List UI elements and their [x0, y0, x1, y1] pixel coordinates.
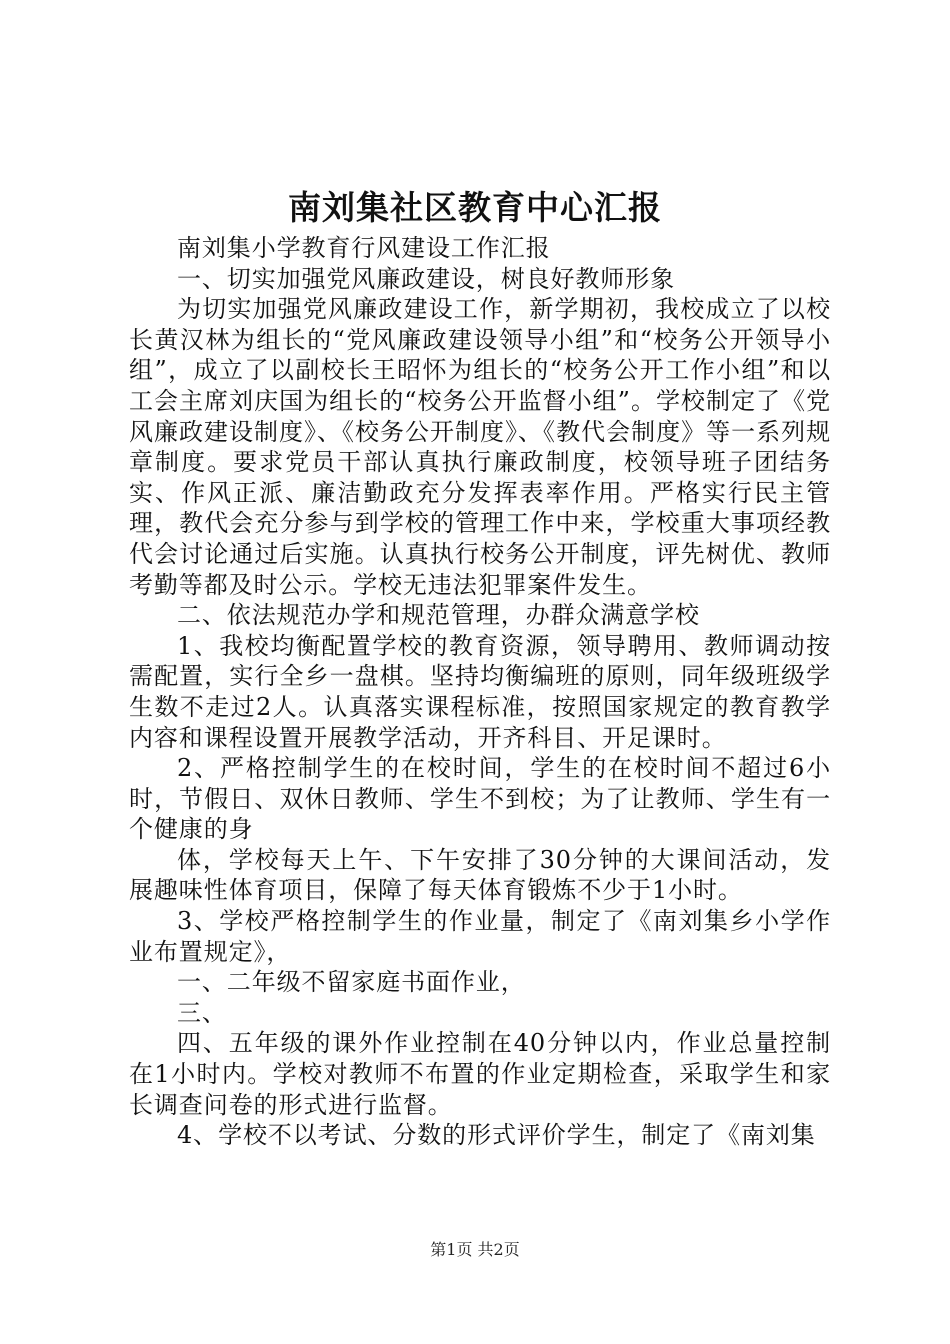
- body-paragraph: 1、我校均衡配置学校的教育资源，领导聘用、教师调动按需配置，实行全乡一盘棋。坚持均衡编班的原则，同年级班级学生数不走过2人。认真落实课程标准，按照国家规定的教育教学内容和课程设置开展教学活动，开齐科目、开足课时。: [129, 631, 831, 752]
- document-body: [129, 233, 831, 1151]
- subtitle-paragraph: 南刘集小学教育行风建设工作汇报: [177, 234, 551, 262]
- document-title: 南刘集社区教育中心汇报: [288, 188, 662, 227]
- body-paragraph: 4、学校不以考试、分数的形式评价学生，制定了《南刘集: [177, 1121, 816, 1150]
- body-paragraph: 四、五年级的课外作业控制在40分钟以内，作业总量控制在1小时内。学校对教师不布置的作业定期检查，采取学生和家长调查问卷的形式进行监督。: [129, 1029, 831, 1119]
- body-paragraph: 一、二年级不留家庭书面作业，: [177, 968, 526, 997]
- section-heading-1: 一、切实加强党风廉政建设，树良好教师形象: [177, 264, 675, 293]
- section-heading-2: 二、依法规范办学和规范管理，办群众满意学校: [177, 601, 700, 630]
- body-paragraph: 体，学校每天上午、下午安排了30分钟的大课间活动，发展趣味性体育项目，保障了每天体育锻炼不少于1小时。: [129, 845, 831, 905]
- body-paragraph: 为切实加强党风廉政建设工作，新学期初，我校成立了以校长黄汉林为组长的“党风廉政建设领导小组”和“校务公开领导小组”，成立了以副校长王昭怀为组长的“校务公开工作小组”和以工会主席刘庆国为组长的“校务公开监督小组”。学校制定了《党风廉政建设制度》、《校务公开制度》、《教代会制度》等一系列规章制度。要求党员干部认真执行廉政制度，校领导班子团结务实、作风正派、廉洁勤政充分发挥表率作用。严格实行民主管理，教代会充分参与到学校的管理工作中来，学校重大事项经教代会讨论通过后实施。认真执行校务公开制度，评先树优、教师考勤等都及时公示。学校无违法犯罪案件发生。: [129, 295, 831, 599]
- body-paragraph: 三、: [177, 998, 227, 1027]
- body-paragraph: 3、学校严格控制学生的作业量，制定了《南刘集乡小学作业布置规定》，: [129, 907, 831, 966]
- page-number-footer: 第1页 共2页: [430, 1240, 520, 1259]
- body-paragraph: 2、严格控制学生的在校时间，学生的在校时间不超过6小时，节假日、双休日教师、学生不到校；为了让教师、学生有一个健康的身: [129, 754, 831, 844]
